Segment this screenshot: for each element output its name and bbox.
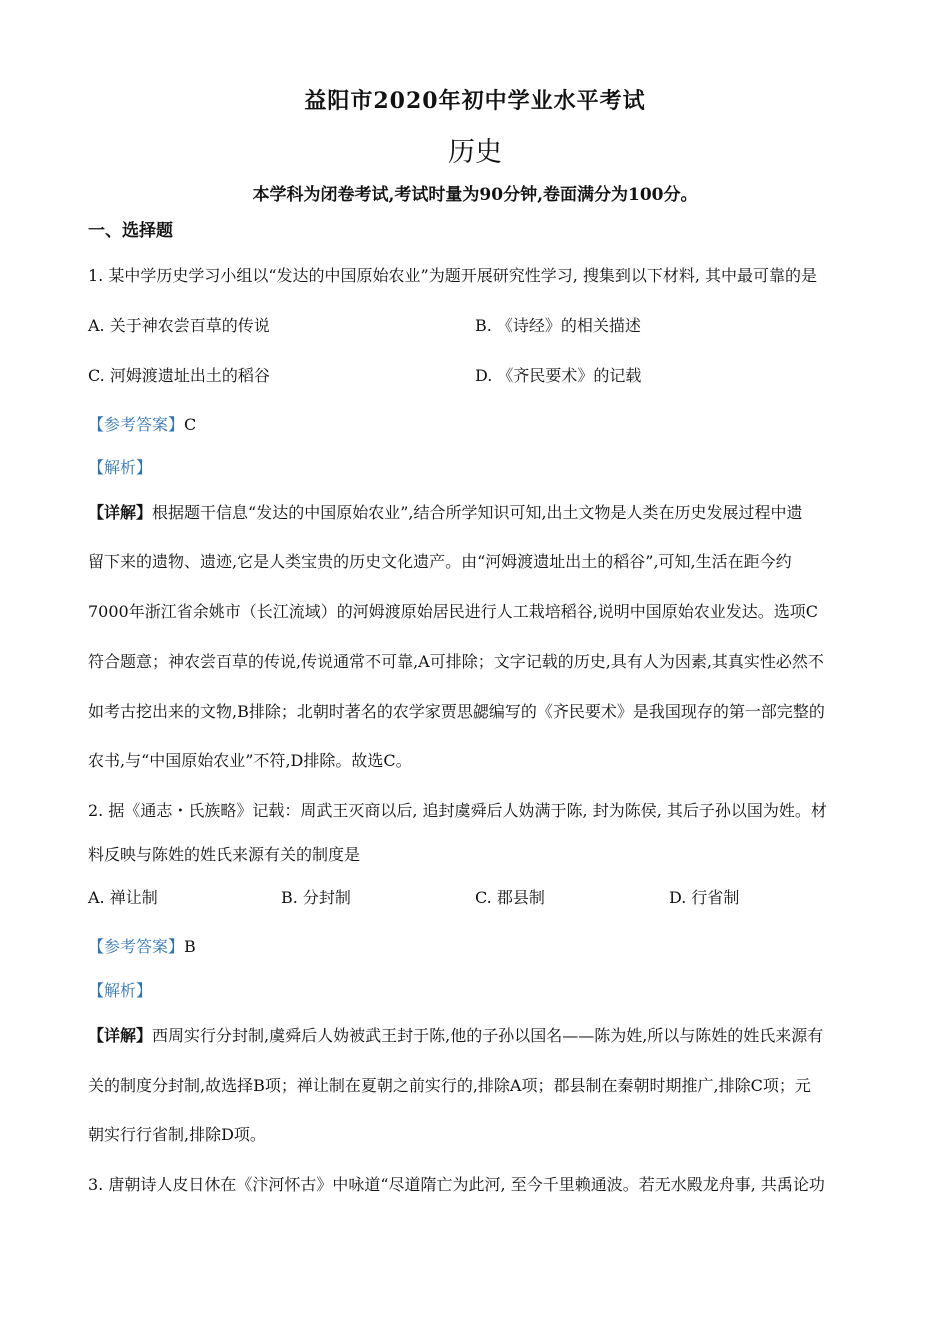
q1-answer-row: [88, 412, 196, 435]
q1-analysis-label: 【解析】: [88, 458, 153, 477]
q1-detail-line: 如考古挖出来的文物,B排除；北朝时著名的农学家贾思勰编写的《齐民要术》是我国现存的第一部完整的: [88, 702, 825, 721]
q2-answer: B: [184, 937, 196, 956]
q1-option-d: D. 《齐民要术》的记载: [475, 366, 642, 385]
q1-option-b: B. 《诗经》的相关描述: [475, 316, 641, 335]
q1-detail-line: 留下来的遗物、遗迹,它是人类宝贵的历史文化遗产。由“河姆渡遗址出土的稻谷”,可知,生活在距今约: [88, 552, 792, 571]
q2-detail-line: 关的制度分封制,故选择B项；禅让制在夏朝之前实行的,排除A项；郡县制在秦朝时期推广,排除C项；元: [88, 1076, 811, 1095]
q2-detail-label: 【详解】: [88, 1026, 153, 1045]
q1-detail-line: 7000年浙江省余姚市（长江流域）的河姆渡原始居民进行人工栽培稻谷,说明中国原始农业发达。选项C: [88, 602, 819, 621]
q1-detail-line: 符合题意；神农尝百草的传说,传说通常不可靠,A可排除；文字记载的历史,具有人为因素,其真实性必然不: [88, 652, 824, 671]
q1-detail-text: 根据题干信息“发达的中国原始农业”,结合所学知识可知,出土文物是人类在历史发展过程中遗: [152, 503, 803, 522]
exam-title: 益阳市2020年初中学业水平考试: [304, 88, 646, 114]
exam-notice: 本学科为闭卷考试,考试时量为90分钟,卷面满分为100分。: [252, 185, 698, 205]
q2-detail-line: [88, 1023, 823, 1046]
q2-answer-label: 【参考答案】: [88, 937, 185, 956]
section-title: 一、选择题: [88, 221, 173, 241]
q1-option-c: C. 河姆渡遗址出土的稻谷: [88, 366, 270, 385]
q2-option-d: D. 行省制: [669, 888, 740, 907]
q3-stem: 3. 唐朝诗人皮日休在《汴河怀古》中咏道“尽道隋亡为此河, 至今千里赖通波。若无水殿龙舟事, 共禹论功: [88, 1175, 825, 1194]
q2-detail-text: 西周实行分封制,虞舜后人妫被武王封于陈,他的子孙以国名——陈为姓,所以与陈姓的姓氏来源有: [152, 1026, 824, 1045]
q2-stem-line: 料反映与陈姓的姓氏来源有关的制度是: [88, 845, 361, 864]
q1-answer-label: 【参考答案】: [88, 415, 185, 434]
q2-option-c: C. 郡县制: [475, 888, 545, 907]
q1-detail-line: 农书,与“中国原始农业”不符,D排除。故选C。: [88, 751, 412, 770]
q2-option-b: B. 分封制: [281, 888, 351, 907]
q2-stem-line: 2. 据《通志・氏族略》记载：周武王灭商以后, 追封虞舜后人妫满于陈, 封为陈侯, 其后子孙以国为姓。材: [88, 801, 827, 820]
q2-analysis-label: 【解析】: [88, 981, 153, 1000]
subject-title: 历史: [448, 137, 502, 168]
q1-detail-label: 【详解】: [88, 503, 153, 522]
q1-stem: 1. 某中学历史学习小组以“发达的中国原始农业”为题开展研究性学习, 搜集到以下材料, 其中最可靠的是: [88, 266, 818, 285]
q1-detail-line: [88, 500, 803, 523]
q2-detail-line: 朝实行行省制,排除D项。: [88, 1125, 266, 1144]
q1-option-a: A. 关于神农尝百草的传说: [88, 316, 270, 335]
q2-option-a: A. 禅让制: [88, 888, 158, 907]
q2-answer-row: [88, 934, 196, 957]
q1-answer: C: [184, 415, 197, 434]
